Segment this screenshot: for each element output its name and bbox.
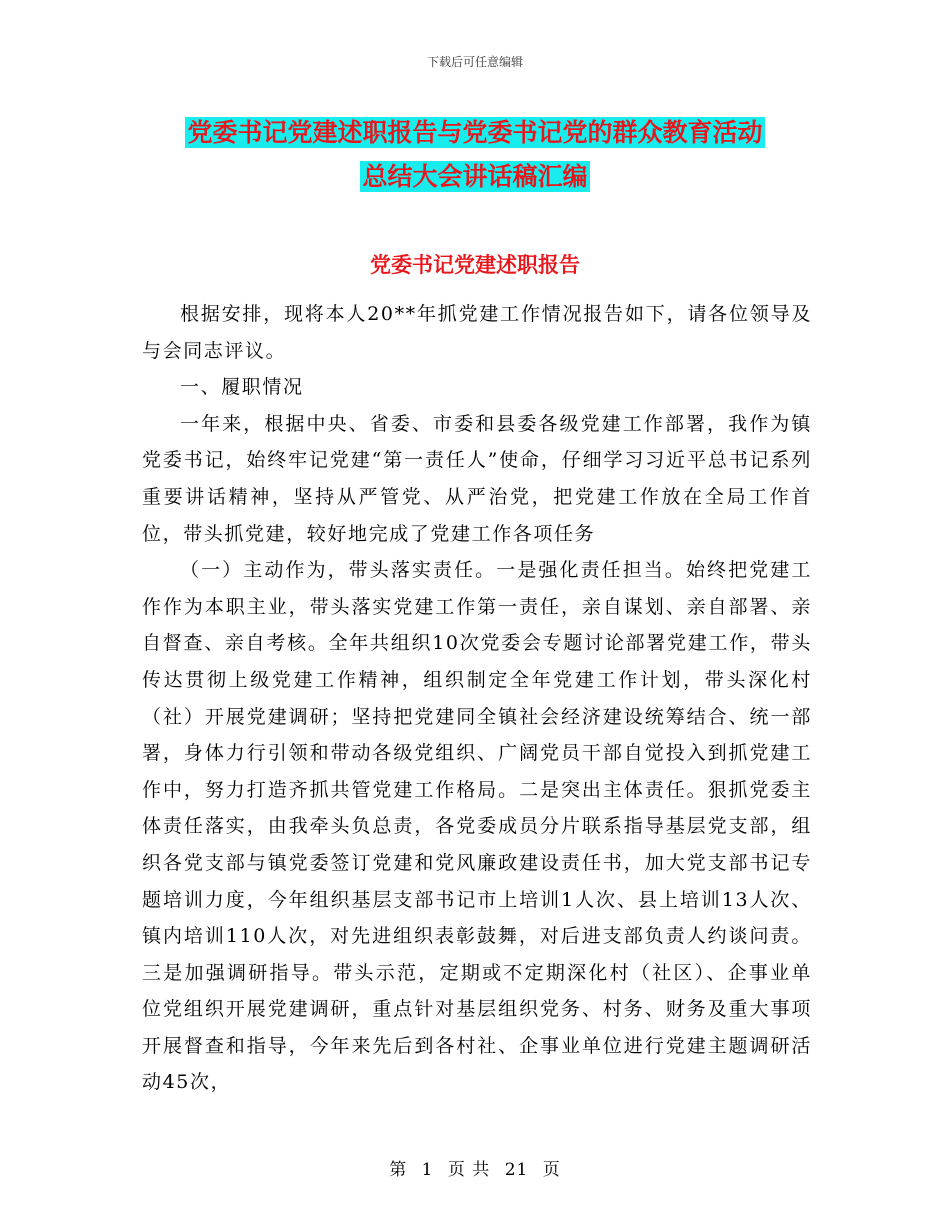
- paragraph: 根据安排，现将本人20**年抓党建工作情况报告如下，请各位领导及与会同志评议。: [142, 303, 812, 362]
- paragraph: （一）主动作为，带头落实责任。一是强化责任担当。始终把党建工作作为本职主业，带头落实党建工作第一责任，亲自谋划、亲自部署、亲自督查、亲自考核。全年共组织10次党委会专题讨论部署党建工作，带头传达贯彻上级党建工作精神，组织制定全年党建工作计划，带头深化村（社）开展党建调研；坚持把党建同全镇社会经济建设统筹结合、统一部署，身体力行引领和带动各级党组织、广阔党员干部自觉投入到抓党建工作中，努力打造齐抓共管党建工作格局。二是突出主体责任。狠抓党委主体责任落实，由我牵头负总责，各党委成员分片联系指导基层党支部，组织各党支部与镇党委签订党建和党风廉政建设责任书，加大党支部书记专题培训力度，今年组织基层支部书记市上培训1人次、县上培训13人次、镇内培训110人次，对先进组织表彰鼓舞，对后进支部负责人约谈问责。三是加强调研指导。带头示范，定期或不定期深化村（社区）、企事业单位党组织开展党建调研，重点针对基层组织党务、村务、财务及重大事项开展督查和指导，今年来先后到各村社、企事业单位进行党建主题调研活动45次，: [142, 559, 812, 1094]
- page-footer: [0, 1155, 950, 1180]
- document-body: [142, 296, 812, 1101]
- total-page-count: 21: [504, 1160, 529, 1180]
- footer-suffix: 页: [542, 1160, 561, 1180]
- section-title: 党委书记党建述职报告: [370, 253, 580, 277]
- footer-prefix: 第: [389, 1160, 408, 1180]
- paragraph: 一、履职情况: [180, 376, 304, 399]
- document-title-text-1: 党委书记党建述职报告与党委书记党的群众教育活动: [187, 118, 763, 147]
- page-header-note: 下载后可任意编辑: [426, 55, 523, 69]
- document-title-line-2: [0, 157, 950, 193]
- paragraph: 一年来，根据中央、省委、市委和县委各级党建工作部署，我作为镇党委书记，始终牢记党建“第一责任人”使命，仔细学习习近平总书记系列重要讲话精神，坚持从严管党、从严治党，把党建工作放在全局工作首位，带头抓党建，较好地完成了党建工作各项任务: [142, 412, 812, 545]
- document-title-text-2: 总结大会讲话稿汇编: [362, 162, 588, 191]
- current-page-number: 1: [421, 1160, 434, 1180]
- document-title-line-1: [0, 113, 950, 149]
- footer-mid: 页 共: [447, 1160, 491, 1180]
